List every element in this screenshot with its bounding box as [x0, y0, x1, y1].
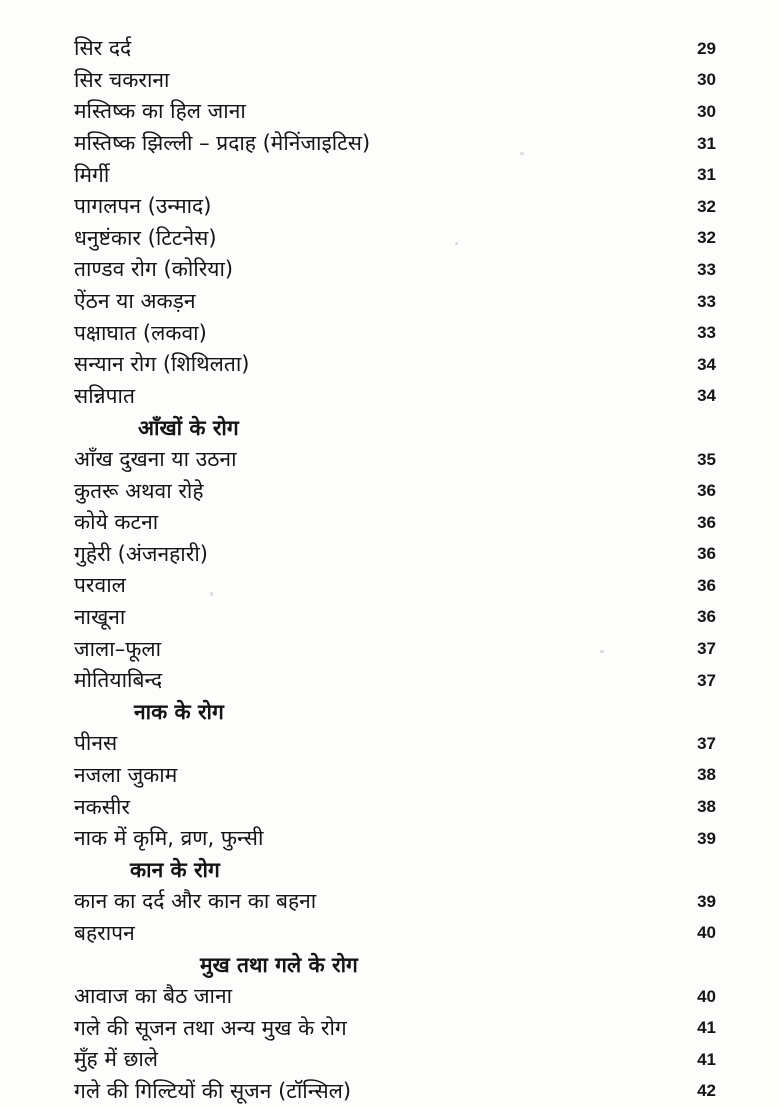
entry-title: पक्षाघात (लकवा) — [74, 320, 207, 345]
toc-entry — [74, 791, 716, 823]
entry-title: आँख दुखना या उठना — [74, 447, 237, 472]
toc-entry — [74, 918, 716, 950]
entry-page-number: 34 — [697, 354, 716, 374]
section-heading-row — [74, 854, 716, 886]
entry-page-number: 31 — [697, 165, 716, 185]
entry-title: कोये कटना — [74, 510, 159, 535]
entry-title: नाक में कृमि, व्रण, फुन्सी — [74, 826, 264, 851]
entry-title: कुतरू अथवा रोहे — [74, 478, 204, 503]
entry-title: मोतियाबिन्द — [74, 668, 163, 693]
entry-page-number: 34 — [697, 386, 716, 406]
section-heading: कान के रोग — [130, 858, 220, 883]
entry-title: नाखूना — [74, 604, 126, 629]
toc-entry — [74, 286, 716, 318]
toc-entry — [74, 1076, 716, 1108]
toc-entry — [74, 886, 716, 918]
entry-page-number: 38 — [697, 765, 716, 785]
entry-page-number: 39 — [697, 891, 716, 911]
entry-title: जाला–फूला — [74, 636, 162, 661]
toc-entry — [74, 128, 716, 160]
entry-page-number: 42 — [697, 1081, 716, 1101]
toc-entry — [74, 570, 716, 602]
toc-entry — [74, 760, 716, 792]
entry-page-number: 37 — [697, 670, 716, 690]
toc-entry — [74, 633, 716, 665]
entry-title: पीनस — [74, 731, 118, 756]
toc-entry — [74, 349, 716, 381]
section-heading-row — [74, 696, 716, 728]
toc-entry — [74, 539, 716, 571]
toc-entry — [74, 665, 716, 697]
entry-page-number: 38 — [697, 797, 716, 817]
entry-title: पागलपन (उन्माद) — [74, 194, 212, 219]
toc-entry — [74, 96, 716, 128]
toc-entry — [74, 823, 716, 855]
entry-page-number: 35 — [697, 449, 716, 469]
section-heading-row — [74, 949, 716, 981]
entry-page-number: 31 — [697, 133, 716, 153]
toc-entry — [74, 507, 716, 539]
entry-page-number: 41 — [697, 1018, 716, 1038]
entry-title: ताण्डव रोग (कोरिया) — [74, 257, 234, 282]
toc-entry — [74, 317, 716, 349]
toc-entry — [74, 33, 716, 65]
entry-page-number: 36 — [697, 607, 716, 627]
entry-title: गले की सूजन तथा अन्य मुख के रोग — [74, 1015, 347, 1040]
entry-page-number: 33 — [697, 259, 716, 279]
entry-page-number: 30 — [697, 101, 716, 121]
scan-speck — [210, 592, 213, 596]
entry-page-number: 33 — [697, 291, 716, 311]
section-heading-row — [74, 412, 716, 444]
toc-entry — [74, 159, 716, 191]
entry-title: सिर दर्द — [74, 36, 132, 61]
entry-title: सन्यान रोग (शिथिलता) — [74, 352, 250, 377]
toc-entry — [74, 444, 716, 476]
entry-page-number: 32 — [697, 196, 716, 216]
scan-speck — [520, 152, 524, 155]
entry-page-number: 37 — [697, 639, 716, 659]
entry-title: कान का दर्द और कान का बहना — [74, 889, 317, 914]
section-heading: आँखों के रोग — [138, 415, 239, 440]
scan-speck — [600, 650, 604, 653]
entry-page-number: 40 — [697, 986, 716, 1006]
entry-title: मस्तिष्क का हिल जाना — [74, 99, 246, 124]
toc-entry — [74, 191, 716, 223]
entry-page-number: 33 — [697, 323, 716, 343]
section-heading: नाक के रोग — [134, 700, 224, 725]
entry-title: ऐंठन या अकड़न — [74, 289, 196, 314]
toc-entry — [74, 254, 716, 286]
entry-page-number: 29 — [697, 38, 716, 58]
section-heading: मुख तथा गले के रोग — [200, 953, 358, 978]
entry-title: मुँह में छाले — [74, 1047, 159, 1072]
entry-title: गले की गिल्टियों की सूजन (टॉन्सिल) — [74, 1078, 352, 1103]
toc-entry — [74, 223, 716, 255]
entry-page-number: 32 — [697, 228, 716, 248]
entry-title: मस्तिष्क झिल्ली – प्रदाह (मेनिंजाइटिस) — [74, 131, 371, 156]
toc-entry — [74, 1044, 716, 1076]
entry-title: आवाज का बैठ जाना — [74, 984, 233, 1009]
toc-entry — [74, 602, 716, 634]
entry-page-number: 30 — [697, 70, 716, 90]
entry-page-number: 40 — [697, 923, 716, 943]
toc-entry — [74, 381, 716, 413]
entry-page-number: 37 — [697, 733, 716, 753]
entry-page-number: 36 — [697, 512, 716, 532]
toc-entry — [74, 1012, 716, 1044]
entry-title: धनुष्टंकार (टिटनेस) — [74, 225, 217, 250]
toc-entry — [74, 981, 716, 1013]
scan-speck — [455, 242, 458, 245]
entry-page-number: 36 — [697, 575, 716, 595]
toc-entry — [74, 65, 716, 97]
entry-title: नकसीर — [74, 794, 131, 819]
entry-title: सन्निपात — [74, 383, 135, 408]
table-of-contents — [74, 33, 716, 1107]
entry-page-number: 39 — [697, 828, 716, 848]
entry-page-number: 41 — [697, 1049, 716, 1069]
entry-page-number: 36 — [697, 481, 716, 501]
toc-entry — [74, 728, 716, 760]
entry-title: बहरापन — [74, 920, 135, 945]
entry-page-number: 36 — [697, 544, 716, 564]
entry-title: गुहेरी (अंजनहारी) — [74, 541, 208, 566]
toc-entry — [74, 475, 716, 507]
entry-title: सिर चकराना — [74, 67, 170, 92]
entry-title: नजला जुकाम — [74, 762, 178, 787]
entry-title: मिर्गी — [74, 162, 110, 187]
entry-title: परवाल — [74, 573, 126, 598]
